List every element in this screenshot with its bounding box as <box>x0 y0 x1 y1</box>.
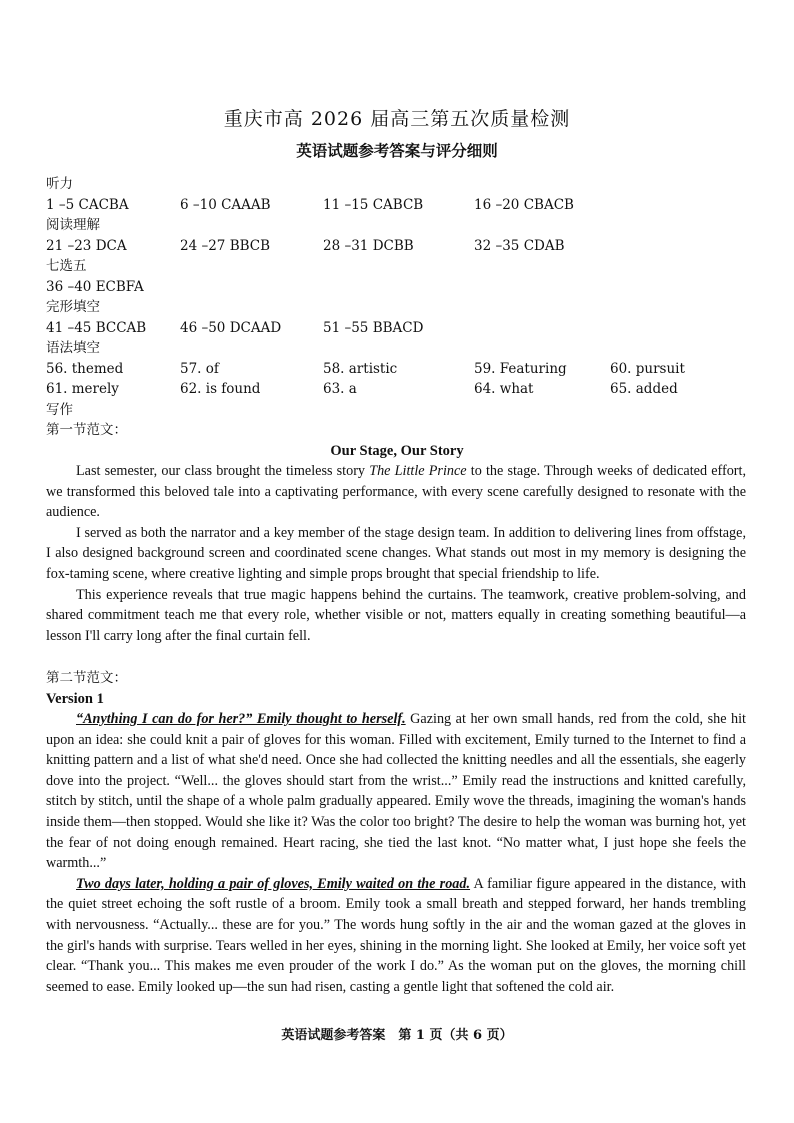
answer-cell: 56. themed <box>46 360 124 377</box>
answer-cell: 63. a <box>323 381 357 397</box>
essay-paragraph: I served as both the narrator and a key member of the stage design team. In addition to delivering lines from offstage, I also designed background screen and coordinated scene changes. What stands out most in my memory is designing the fox-taming scene, where creative lighting and simple props brought that special friendship to life. <box>46 524 746 582</box>
answer-cell: 36 –40 ECBFA <box>46 278 144 295</box>
answer-cell: 65. added <box>610 381 678 397</box>
answer-cell: 32 –35 CDAB <box>474 237 565 254</box>
answer-cell: 6 –10 CAAAB <box>180 196 271 213</box>
answer-row-reading <box>46 236 766 257</box>
given-opening-sentence: “Anything I can do for her?” Emily thought to herself. <box>76 711 406 727</box>
section-label-writing-part1: 第一节范文： <box>46 422 127 438</box>
page-title: 重庆市高 2026 届高三第五次质量检测 <box>223 108 571 130</box>
essay-paragraph: Last semester, our class brought the timeless story The Little Prince to the stage. Through weeks of dedicated effort, we transformed this beloved tale into a captivating performance, with every scene carefully designed to resonate with the audience. <box>46 463 747 521</box>
answer-cell: 11 –15 CABCB <box>323 196 424 213</box>
answer-cell: 60. pursuit <box>610 360 685 377</box>
section-label-cloze: 完形填空 <box>46 299 100 315</box>
section-label-grammar: 语法填空 <box>46 340 100 356</box>
answer-cell: 24 –27 BBCB <box>180 237 271 254</box>
answer-cell: 58. artistic <box>323 360 398 377</box>
answer-cell: 46 –50 DCAAD <box>180 319 282 336</box>
answer-cell: 28 –31 DCBB <box>323 237 414 254</box>
answer-cell: 21 –23 DCA <box>46 237 127 254</box>
section-label-writing-part2: 第二节范文： <box>46 670 127 686</box>
answer-cell: 61. merely <box>46 381 119 397</box>
answer-row-seven <box>46 277 766 298</box>
section-label-seven: 七选五 <box>46 258 87 274</box>
book-title: The Little Prince <box>369 463 467 479</box>
essay-paragraph: “Anything I can do for her?” Emily thought to herself. Gazing at her own small hands, red from the cold, she hit upon an idea: she could knit a pair of gloves for this woman. Filled with excitement, Emily turned to the Internet to find a knitting pattern and a list of what she'd need. Once she had collected the knitting needles and all the essentials, she eagerly dove into the project. “Well... the gloves should start from the wrist...” Emily read the instructions and knitted carefully, stitch by stitch, until the shape of a whole palm gradually appeared. Emily wove the threads, imagining the woman's hands inside them—then stopped. Would she like it? Was the color too bright? The desire to help the woman was burning hot, yet the fear of not doing enough remained. Heart racing, she tied the last knot. “No matter what, I just hope she feels the warmth...” <box>46 711 746 872</box>
answer-cell: 41 –45 BCCAB <box>46 319 147 336</box>
section-label-listening: 听力 <box>46 176 73 192</box>
page-subtitle: 英语试题参考答案与评分细则 <box>296 141 498 160</box>
answer-cell: 16 –20 CBACB <box>474 196 574 213</box>
given-opening-sentence: Two days later, holding a pair of gloves, Emily waited on the road. <box>76 875 471 892</box>
answer-row-cloze <box>46 318 766 339</box>
answer-cell: 51 –55 BBACD <box>323 319 424 336</box>
answer-cell: 62. is found <box>180 381 261 397</box>
answer-row-listening <box>46 195 766 216</box>
answer-cell: 59. Featuring <box>474 360 567 377</box>
version-label: Version 1 <box>46 691 104 707</box>
answer-cell: 64. what <box>474 381 534 397</box>
essay-title: Our Stage, Our Story <box>330 443 464 459</box>
essay-paragraph: Two days later, holding a pair of gloves, Emily waited on the road. A familiar figure appeared in the distance, with the quiet street echoing the soft rustle of a broom. Emily took a small breath and stepped forward, her hands trembling with nervousness. “Actually... these are for you.” The words hung softly in the air and the woman gazed at the gloves in the girl's hands with surprise. Tears welled in her eyes, shining in the morning light. She looked at Emily, her voice soft yet clear. “Thank you... This makes me even prouder of the work I do.” As the woman put on the gloves, the morning chill seemed to ease. Emily looked up—the sun had risen, casting a gentle light that softened the cold air. <box>46 875 746 995</box>
page-footer: 英语试题参考答案 第 1 页（共 6 页） <box>281 1028 513 1043</box>
sample-essay-1 <box>46 461 746 646</box>
sample-essay-2 <box>46 709 746 997</box>
answer-row-grammar-2 <box>46 379 766 400</box>
answer-cell: 57. of <box>180 360 219 377</box>
section-label-writing: 写作 <box>46 401 73 418</box>
essay-paragraph: This experience reveals that true magic happens behind the curtains. The teamwork, creative problem-solving, and shared commitment teach me that every role, whether visible or not, matters equally in creating something beautiful—a lesson I'll carry long after the final curtain fell. <box>46 586 746 644</box>
answer-table <box>46 174 766 441</box>
answer-cell: 1 –5 CACBA <box>46 196 129 213</box>
answer-row-grammar-1 <box>46 359 766 380</box>
section-label-reading: 阅读理解 <box>46 217 100 233</box>
